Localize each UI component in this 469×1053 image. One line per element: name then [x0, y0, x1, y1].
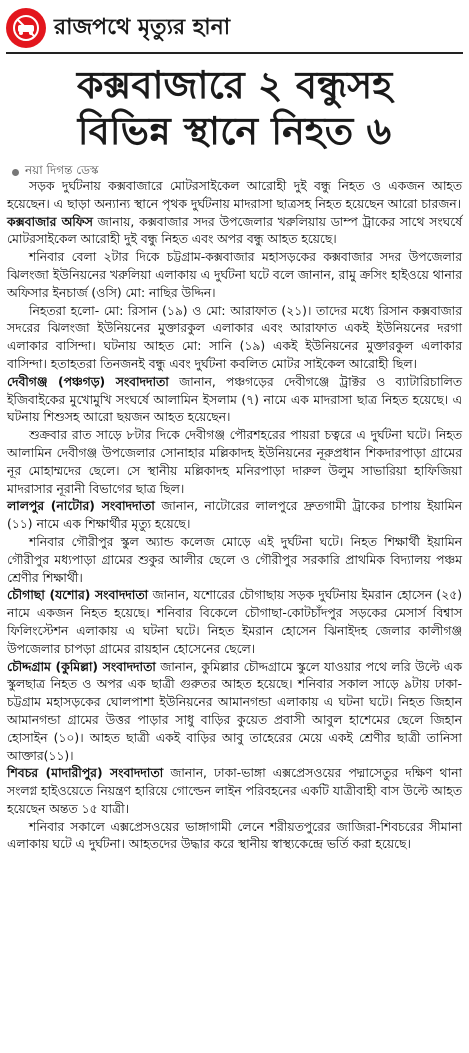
bullet-icon [12, 169, 19, 176]
article-paragraph [7, 427, 462, 498]
paragraph-text: জানান, যশোরের চৌগাছায় সড়ক দুর্ঘটনায় ইমরান হোসেন (২৫) নামে একজন নিহত হয়েছে। শনিবার বিকেলে চৌগাছা-কোটচাঁদপুর সড়কের মেসার্স বিশ্বাস ফিলিংস্টেশন এলাকায় এ ঘটনা ঘটে। নিহত ইমরান হোসেন ঝিনাইদহ জেলার কালীগঞ্জ উপজেলার চাপড়া গ্রামের রায়হান হোসেনের ছেলে। [7, 588, 463, 656]
paragraph-text: জানান, ঢাকা-ভাঙ্গা এক্সপ্রেসওয়ের পদ্মাসেতুর দক্ষিণ থানা সংলগ্ন হাইওয়েতে নিয়ন্ত্রণ হারিয়ে গোল্ডেন লাইন পরিবহনের একটি যাত্রীবাহী বাস উল্টে আহত হয়েছেন অন্তত ১৫ যাত্রী। [7, 766, 462, 816]
paragraph-text: জানান, কুমিল্লার চৌদ্দগ্রামে স্কুলে যাওয়ার পথে লরি উল্টে এক স্কুলছাত্র নিহত ও অপর এক ছাত্রী গুরুতর আহত হয়েছে। শনিবার সকাল সাড়ে ৯টায় ঢাকা-চট্টগ্রাম মহাসড়কের ঘোলপাশা ইউনিয়নের আমানগন্ডা এলাকায় এ ঘটনা ঘটে। নিহত জিহান আমানগন্ডা গ্রামের উত্তর পাড়ার সাধু বাড়ির কুয়েত প্রবাসী আবুল হাশেমের ছেলে জিহান হোসাইন (১০)। আহত ছাত্রী একই বাড়ির আবু তাহেরের মেয়ে একই শ্রেণীর ছাত্রী তানিসা আক্তার(১১)। [7, 659, 462, 763]
article-paragraph [7, 249, 462, 302]
article-paragraph [7, 534, 462, 587]
article-paragraph [7, 214, 462, 250]
headline [10, 62, 459, 154]
article-paragraph [7, 659, 462, 766]
article-paragraph [7, 303, 462, 374]
headline-line-1: কক্সবাজারে ২ বন্ধুসহ [76, 63, 393, 107]
article-paragraph [7, 587, 462, 658]
paragraph-dateline: লালপুর (নাটোর) সংবাদদাতা [7, 499, 155, 514]
paragraph-text: শনিবার গৌরীপুর স্কুল অ্যান্ড কলেজ মোড়ে এই দুর্ঘটনা ঘটে। নিহত শিক্ষার্থী ইয়ামিন গৌরীপুর মধ্যপাড়া গ্রামের শুকুর আলীর ছেলে ও গৌরীপুর সরকারি প্রাথমিক বিদ্যালয় পঞ্চম শ্রেণীর শিক্ষার্থী। [7, 534, 462, 585]
headline-line-2: বিভিন্ন স্থানে নিহত ৬ [77, 109, 392, 153]
paragraph-dateline: চৌদ্দগ্রাম (কুমিল্লা) সংবাদদাতা [7, 659, 156, 674]
paragraph-dateline: শিবচর (মাদারীপুর) সংবাদদাতা [7, 766, 164, 781]
paragraph-text: নিহতরা হলো- মো: রিসান (১৯) ও মো: আরাফাত (২১)। তাদের মধ্যে রিসান কক্সবাজার সদরের ঝিলংজা ইউনিয়নের মুক্তারকুল এলাকার এবং আরাফাত একই ইউনিয়নের দরগা এলাকার বাসিন্দা। ঘটনায় আহত মো: সানি (১৯) একই ইউনিয়নের মুক্তারকুল এলাকার বাসিন্দা। হতাহতরা তিনজনই বন্ধু এবং দুর্ঘটনা কবলিত মোটর সাইকেল আরোহী ছিল। [7, 303, 462, 371]
article-body [7, 178, 462, 854]
paragraph-dateline: কক্সবাজার অফিস [7, 214, 93, 229]
paragraph-dateline: দেবীগঞ্জ (পঞ্চগড়) সংবাদদাতা [7, 374, 169, 389]
paragraph-text: জানান, পঞ্চগড়ের দেবীগঞ্জে ট্রাক্টর ও ব্যাটারিচালিত ইজিবাইকের মুখোমুখি সংঘর্ষে আলামিন ইসলাম (৭) নামে এক মাদরাসা ছাত্র নিহত হয়েছে। এ ঘটনায় শিশুসহ আরো ছয়জন আহত হয়েছেন। [7, 374, 463, 425]
article-paragraph [7, 819, 462, 855]
paragraph-text: শনিবার সকালে এক্সপ্রেসওয়ের ভাঙ্গাগামী লেনে শরীয়তপুরের জাজিরা-শিবচরের সীমানা এলাকায় ঘটে এ দুর্ঘটনা। আহতদের উদ্ধার করে স্থানীয় স্বাস্থ্যকেন্দ্রে ভর্তি করা হয়েছে। [7, 819, 462, 852]
byline-text: নয়া দিগন্ত ডেস্ক [25, 163, 99, 177]
article-paragraph [7, 498, 462, 534]
road-accident-icon [6, 8, 46, 48]
paragraph-dateline: চৌগাছা (যশোর) সংবাদদাতা [7, 588, 149, 603]
article-paragraph [7, 765, 462, 818]
paragraph-text: শনিবার বেলা ২টার দিকে চট্টগ্রাম-কক্সবাজার মহাসড়কের কক্সবাজার সদর উপজেলার ঝিলংজা ইউনিয়নের খরুলিয়া এলাকায় এ দুর্ঘটনা ঘটে বলে জানান, রামু ক্রসিং হাইওয়ে থানার অফিসার ইনচার্জ (ওসি) মো: নাছির উদ্দিন। [7, 250, 462, 300]
paragraph-text: শুক্রবার রাত সাড়ে ৮টার দিকে দেবীগঞ্জ পৌরশহরের পায়রা চত্বরে এ দুর্ঘটনা ঘটে। নিহত আলামিন দেবীগঞ্জ উপজেলার সোনাহার মল্লিকাদহ ইউনিয়নের নূরুপ্রধান শিকদারপাড়া গ্রামের নূর মোহাম্মদের ছেলে। সে স্থানীয় মল্লিকাদহ মনিরপাড়া দারুল উলুম সাভারিয়া হাফিজিয়া মাদরাসার নূরানী বিভাগের ছাত্র ছিল। [7, 428, 462, 496]
section-header [6, 6, 463, 50]
paragraph-text: সড়ক দুর্ঘটনায় কক্সবাজারে মোটরসাইকেল আরোহী দুই বন্ধু নিহত ও একজন আহত হয়েছেন। এ ছাড়া অন্যান্য স্থানে পৃথক দুর্ঘটনায় মাদরাসা ছাত্রসহ নিহত হয়েছেন আরো চারজন। [7, 179, 462, 211]
header-divider [6, 52, 463, 54]
section-title: রাজপথে মৃত্যুর হানা [54, 14, 231, 40]
paragraph-text: জানান, নাটোরের লালপুরে দ্রুতগামী ট্রাকের চাপায় ইয়ামিন (১১) নামে এক শিক্ষার্থীর মৃত্যু হয়েছে। [7, 499, 462, 532]
paragraph-text: জানায়, কক্সবাজার সদর উপজেলার খরুলিয়ায় ডাম্প ট্রাকের সাথে সংঘর্ষে মোটরসাইকেল আরোহী দুই বন্ধু নিহত এবং অপর বন্ধু আহত হয়েছে। [7, 214, 462, 247]
article-paragraph [7, 374, 462, 427]
article-paragraph [7, 178, 462, 214]
